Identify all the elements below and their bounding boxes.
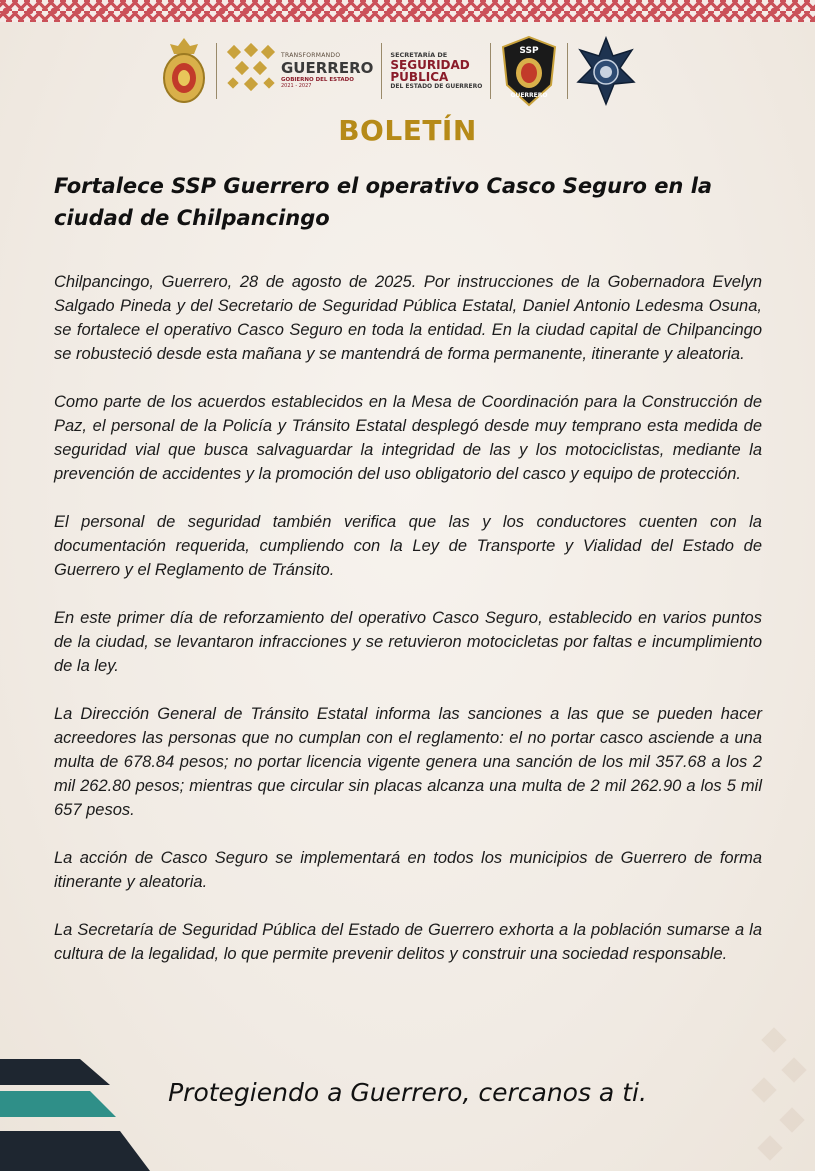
bulletin-label: BOLETÍN — [338, 114, 477, 147]
decorative-corner-stripes — [0, 1051, 160, 1171]
ssp-line-3: PÚBLICA — [390, 70, 449, 85]
logo-separator — [216, 43, 217, 99]
gov-term-years: 2021 - 2027 — [281, 83, 312, 90]
ssp-wordmark — [390, 52, 482, 90]
gov-tagline: TRANSFORMANDO — [281, 51, 341, 59]
decorative-top-border — [0, 0, 815, 22]
badge-bottom-text: GUERRERO — [510, 92, 548, 99]
paragraph: La Dirección General de Tránsito Estatal informa las sanciones a las que se pueden hacer acreedores las personas que no cumplan con el reglamento: el no portar casco asciende a una multa de 678.84 pesos; no portar licencia vigente genera una sanción de los mil 357.68 a los 2 mil 262.80 pesos; mientras que circular sin placas alcanza una multa de 2 mil 262.90 a los 5 mil 657 pesos. — [54, 705, 762, 819]
ssp-line-2: SEGURIDAD — [390, 57, 470, 72]
government-wordmark — [281, 53, 373, 90]
paragraph: Como parte de los acuerdos establecidos en la Mesa de Coordinación para la Construcción de Paz, el personal de la Policía y Tránsito Estatal desplegó desde muy temprano esta medida de seguridad vial que busca salvaguardar la integridad de las y los motociclistas, mediante la prevención de accidentes y la promoción del uso obligatorio del casco y equipo de protección. — [54, 393, 762, 483]
paragraph: En este primer día de reforzamiento del operativo Casco Seguro, establecido en varios puntos de la ciudad, se levantaron infracciones y se retuvieron motocicletas por faltas e incumplimiento de la ley. — [54, 609, 762, 675]
paragraph: El personal de seguridad también verifica que las y los conductores cuenten con la documentación requerida, cumpliendo con la Ley de Transporte y Vialidad del Estado de Guerrero y el Reglamento de Tránsito. — [54, 513, 762, 579]
guerrero-government-emblem-icon — [225, 43, 277, 99]
police-star-badge-icon — [576, 36, 636, 106]
headline: Fortalece SSP Guerrero el operativo Casco Seguro en la ciudad de Chilpancingo — [54, 174, 713, 230]
gov-subtitle: GOBIERNO DEL ESTADO — [281, 76, 354, 83]
badge-ssp-text: SSP — [519, 46, 539, 56]
logo-separator — [490, 43, 491, 99]
logo-separator — [567, 43, 568, 99]
ssp-line-1: SECRETARÍA DE — [390, 50, 448, 59]
paragraph: La Secretaría de Seguridad Pública del Estado de Guerrero exhorta a la población sumarse a la cultura de la legalidad, lo que permite prevenir delitos y construir una sociedad responsable. — [54, 921, 762, 963]
bulletin-body — [54, 270, 762, 990]
closing-slogan: Protegiendo a Guerrero, cercanos a ti. — [168, 1078, 647, 1107]
gov-state-name: GUERRERO — [281, 58, 374, 77]
header-logos — [160, 34, 660, 108]
ssp-line-4: DEL ESTADO DE GUERRERO — [390, 82, 483, 90]
ssp-badge-icon — [499, 35, 559, 107]
paragraph: Chilpancingo, Guerrero, 28 de agosto de 2025. Por instrucciones de la Gobernadora Evelyn Salgado Pineda y del Secretario de Seguridad Pública Estatal, Daniel Antonio Ledesma Osuna, se fortalece el operativo Casco Seguro en toda la entidad. En la ciudad capital de Chilpancingo se robusteció desde esta mañana y se mantendrá de forma permanente, itinerante y aleatoria. — [54, 273, 762, 363]
logo-separator — [381, 43, 382, 99]
state-coat-of-arms-icon — [160, 36, 208, 106]
paragraph: La acción de Casco Seguro se implementará en todos los municipios de Guerrero de forma itinerante y aleatoria. — [54, 849, 762, 891]
